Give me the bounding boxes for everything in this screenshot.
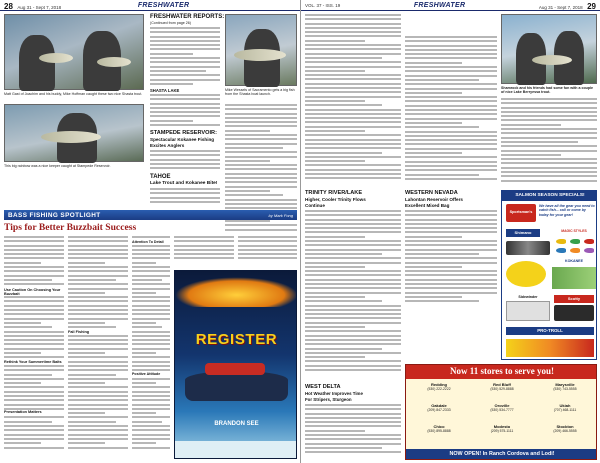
freshwater-reports-continued: (Continued from page 26) [150,21,191,25]
stores-ad-footer: NOW OPEN! In Ranch Cordova and Lodi! [449,451,555,457]
register-ad-word: REGISTER [195,331,278,348]
left-date: Aug 31 - Sept 7, 2018 [17,5,62,10]
shasta-lake-label: SHASTA LAKE [150,88,180,93]
bass-subhead-1: Use Caution On Choosing Your Buzzbait [4,288,64,296]
right-page-number: 29 [587,2,596,11]
westdelta-title: WEST DELTA [305,384,341,390]
bass-column-4 [174,236,234,266]
store-8: Modesto (209) 575-1111 [490,424,514,433]
bass-headline: Tips for Better Buzzbait Success [4,222,137,233]
stampede-photo-caption: This big rainbow was a nice keeper caught at Stampede Reservoir. [4,164,111,168]
stampede-text [150,150,220,172]
store-1: Redding (530) 222-2222 [427,382,451,391]
bass-banner-byline: by Mark Fong [268,212,293,218]
bass-subhead-5: Attention To Detail [132,240,170,244]
lake-photo-caption: Shamrock and his friends had some fun with a couple of nice Lake Berryessa trout. [501,86,594,95]
stores-ad[interactable] [405,364,597,460]
trinity-text [305,210,401,380]
right-page [300,0,600,463]
lake-photo-right [501,14,597,84]
salmon-ad-label-kokanee: KOKANEE [565,259,583,263]
left-brand: FRESHWATER [137,1,190,9]
register-ad-tagline: BRANDON SEE [214,421,259,427]
bass-subhead-4: Fall Fishing [68,330,128,334]
salmon-ad-tagline: We have all the gear you need to catch fish... call or come by today for your gear! [539,204,595,217]
stampede-subtitle-2: Excites Anglers [150,143,185,148]
register-ad[interactable] [174,270,297,459]
store-4: Oakdale (209) 847-2333 [427,403,451,412]
store-2: Red Bluff (530) 529-8888 [490,382,514,391]
salmon-ad-label-sidewinder: Sidewinder [518,295,538,299]
bass-banner-title: BASS FISHING SPOTLIGHT [8,211,101,219]
left-folio [0,0,300,11]
westdelta-text [305,404,401,460]
stores-ad-headline: Now 11 stores to serve you! [449,366,555,376]
trinity-subtitle-2: Continue [305,203,325,208]
store-9: Stockton (209) 466-5555 [553,424,577,433]
trinity-subtitle: Higher, Cooler Trinity Flows [305,197,366,202]
shasta-photo [225,14,297,86]
trout-photo-caption: Matt Gast of Joachim and his buddy, Mike Hoffman caught these two nice Shasta trout. [4,92,143,96]
tahoe-title: TAHOE [150,174,171,180]
right-vol: VOL. 37 - ISS. 19 [305,2,341,8]
bass-fishing-banner [4,210,297,220]
right-col-1-text [305,14,401,186]
store-7: Chico (530) 895-8888 [427,424,451,433]
bass-column-5 [238,236,297,266]
western-nevada-subtitle-2: Excellent Mixed Bag [405,203,450,208]
stampede-photo [4,104,144,162]
left-page-number: 28 [4,2,13,11]
salmon-specials-ad[interactable] [501,190,597,360]
westdelta-subtitle-2: For Stripers, Sturgeon [305,397,352,402]
shasta-photo-caption: Mike Wessels of Sacramento gets a big fish from the Shasta boat launch. [225,88,295,97]
reports-column-text [150,27,220,87]
store-3: Marysville (530) 743-5555 [553,382,577,391]
right-date: Aug 31 - Sept 7, 2018 [538,5,583,10]
store-5: Oroville (530) 534-7777 [490,403,514,412]
salmon-ad-brand-2: Shimano [506,229,540,237]
bass-column-2 [68,236,128,459]
bass-subhead-2: Rethink Your Summertime Baits [4,360,64,364]
trout-photo-left [4,14,144,90]
rod-reel-image [506,241,550,255]
store-6: Ukiah (707) 468-1111 [553,403,577,412]
bass-column-3 [132,236,170,459]
salmon-ad-label-scotty: Scotty [554,295,594,303]
tahoe-text [150,188,220,208]
bass-subhead-6: Positive Attitude [132,372,170,376]
bass-subhead-3: Presentation Matters [4,410,64,414]
bass-column-1 [4,236,64,459]
western-nevada-text [405,210,497,310]
westdelta-subtitle: Hot Weather Improves Time [305,391,363,396]
right-folio [301,0,600,11]
right-col-3-text [501,98,597,186]
salmon-ad-title: SALMON SEASON SPECIALS! [515,193,585,198]
freshwater-reports-title: FRESHWATER REPORTS: [150,14,225,20]
western-nevada-subtitle: Lahontan Reservoir Offers [405,197,463,202]
western-nevada-title: WESTERN NEVADA [405,190,458,196]
salmon-ad-brand-1: Sportsman's [509,210,533,214]
salmon-ad-label-magic: MAGIC STYLES [561,229,587,233]
trinity-title: TRINITY RIVER/LAKE [305,190,363,196]
shasta-column-text [150,94,220,128]
stampede-title: STAMPEDE RESERVOIR: [150,130,217,136]
right-brand: FRESHWATER [413,1,466,9]
salmon-ad-label-protroll: PRO-TROLL [506,327,594,335]
right-col-2-text [405,36,497,186]
stampede-subtitle: Spectacular Kokanee Fishing [150,137,215,142]
tahoe-subtitle: Lake Trout and Kokanee Bite! [150,181,218,186]
